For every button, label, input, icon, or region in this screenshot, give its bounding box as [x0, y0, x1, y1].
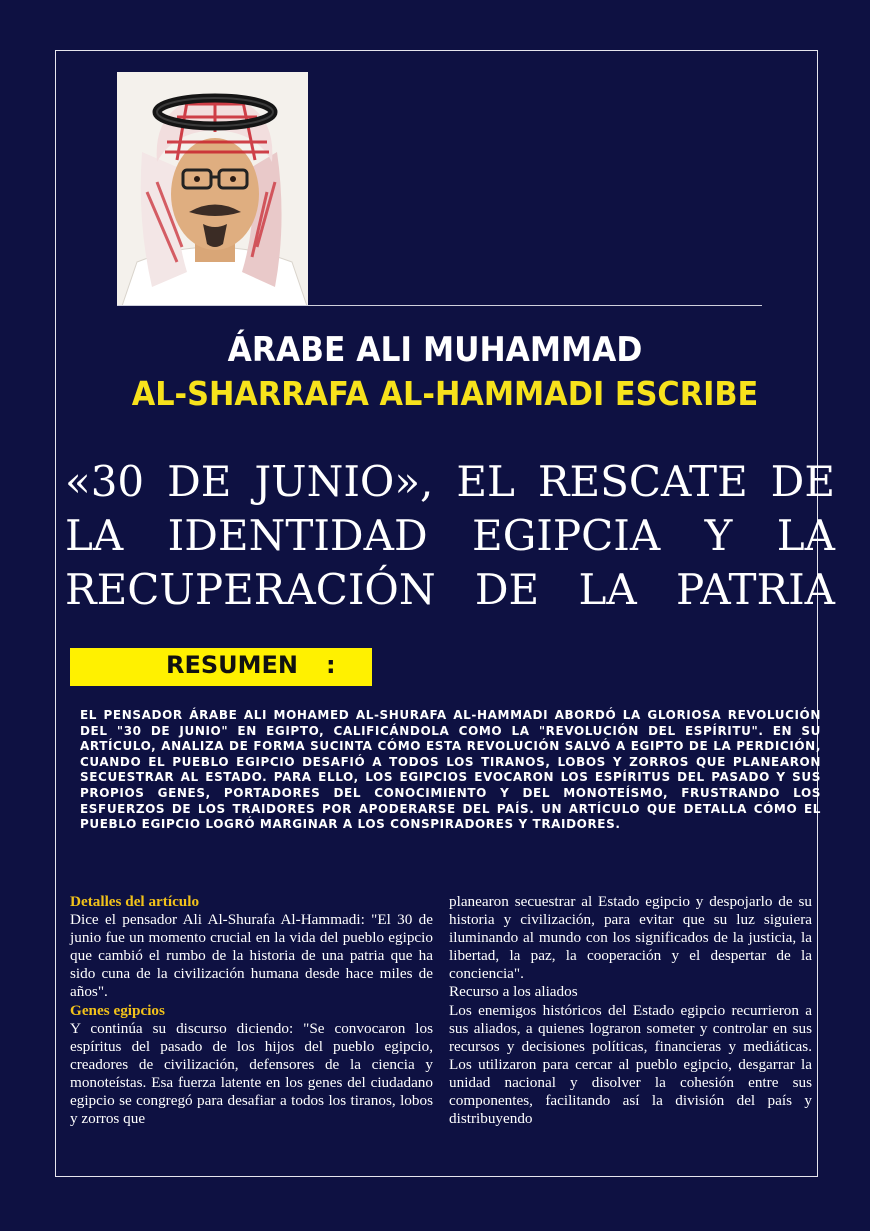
- resumen-colon: :: [326, 651, 336, 679]
- body-paragraph: Y continúa su discurso diciendo: "Se convocaron los espíritus del pasado de los hijos del pueblo egipcio, creadores de civilización, defensores de la ciencia y monoteístas. Esa fuerza latente en los genes del ciudadano egipcio se congregó para desafiar a todos los tiranos, lobos y zorros que: [70, 1019, 433, 1128]
- article-headline: [65, 455, 835, 617]
- resumen-label: RESUMEN: [166, 651, 299, 679]
- author-byline-line2: AL-SHARRAFA AL-HAMMADI ESCRIBE: [131, 374, 759, 413]
- author-byline-line1: ÁRABE ALI MUHAMMAD: [227, 330, 643, 370]
- article-column-right: [449, 893, 812, 1128]
- body-paragraph: planearon secuestrar al Estado egipcio y despojarlo de su historia y civilización, para evitar que su luz siguiera iluminando al mundo con los significados de la justicia, la libertad, la paz, la cooperación y el despertar de la conciencia".: [449, 893, 812, 983]
- headline-line2: LA IDENTIDAD EGIPCIA Y LA: [65, 511, 835, 560]
- article-column-left: [70, 893, 433, 1128]
- author-portrait-illustration: [117, 72, 308, 306]
- section-heading-plain: Recurso a los aliados: [449, 983, 578, 1001]
- body-paragraph: Los enemigos históricos del Estado egipcio recurrieron a sus aliados, a quienes lograron someter y controlar en sus recursos y decisiones políticas, financieras y mediáticas. Los utilizaron para cercar al pueblo egipcio, desgarrar la unidad nacional y disolver la cohesión entre sus componentes, facilitando así la división del país y distribuyendo: [449, 1001, 812, 1128]
- section-heading: Genes egipcios: [70, 1001, 165, 1019]
- summary-text: EL PENSADOR ÁRABE ALI MOHAMED AL-SHURAFA AL-HAMMADI ABORDÓ LA GLORIOSA REVOLUCIÓN DEL "30 DE JUNIO" EN EGIPTO, CALIFICÁNDOLA COMO LA "REVOLUCIÓN DEL ESPÍRITU". EN SU ARTÍCULO, ANALIZA DE FORMA SUCINTA CÓMO ESTA REVOLUCIÓN SALVÓ A EGIPTO DE LA PERDICIÓN, CUANDO EL PUEBLO EGIPCIO DESAFIÓ A TODOS LOS TIRANOS, LOBOS Y ZORROS QUE PLANEARON SECUESTRAR AL ESTADO. PARA ELLO, LOS EGIPCIOS EVOCARON LOS ESPÍRITUS DEL PASADO Y SUS PROPIOS GENES, PORTADORES DEL CONOCIMIENTO Y DEL MONOTEÍSMO, FRUSTRANDO LOS ESFUERZOS DE LOS TRAIDORES POR APODERARSE DEL PAÍS. UN ARTÍCULO QUE DETALLA CÓMO EL PUEBLO EGIPCIO LOGRÓ MARGINAR A LOS CONSPIRADORES Y TRAIDORES.: [80, 708, 821, 832]
- headline-line3: RECUPERACIÓN DE LA PATRIA: [65, 565, 835, 614]
- headline-line1: «30 DE JUNIO», EL RESCATE DE: [65, 457, 835, 506]
- section-heading: Detalles del artículo: [70, 893, 200, 910]
- header-rule: [117, 305, 762, 306]
- author-portrait: [117, 72, 308, 306]
- body-paragraph: Dice el pensador Ali Al-Shurafa Al-Hammadi: "El 30 de junio fue un momento crucial en la vida del pueblo egipcio que cambió el rumbo de la historia de una patria que ha sido cuna de la civilización humana desde hace miles de años".: [70, 911, 433, 1001]
